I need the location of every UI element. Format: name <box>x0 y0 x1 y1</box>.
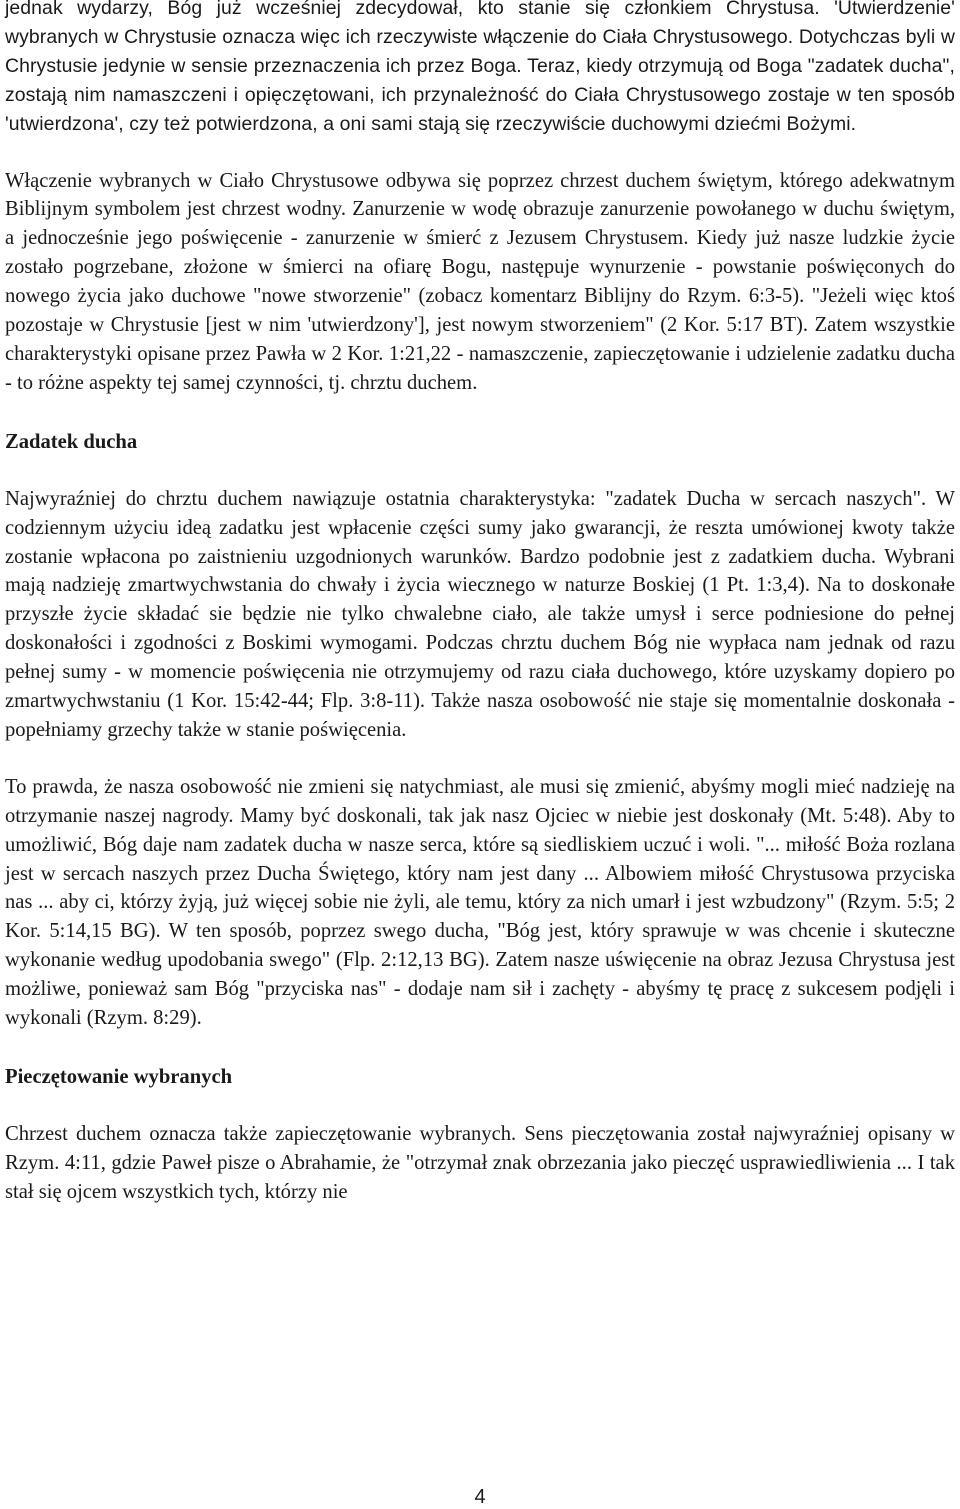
paragraph-baptism <box>5 167 955 398</box>
section-heading-pieczetowanie: Pieczętowanie wybranych <box>5 1066 233 1088</box>
document-page <box>5 0 955 1207</box>
paragraph-continuation <box>5 0 955 139</box>
paragraph-text-part2: Zanurzenie w wodę obrazuje zanurzenie powołanego w duchu świętym, a jednocześnie jego poświęcenie - zanurzenie w śmierć z Jezusem Chrystusem. Kiedy już nasze ludzkie życie zostało pogrzebane, złożone w śmierci na ofiarę Bogu, następuje wynurzenie - powstanie poświęconych do nowego życia jako duchowe "nowe stworzenie" (zobacz komentarz Biblijny do Rzym. 6:3-5). "Jeżeli więc ktoś pozostaje w Chrystusie [jest w nim 'utwierdzony'], jest nowym stworzeniem" (2 Kor. 5:17 BT). Zatem wszystkie charakterystyki opisane przez Pawła w 2 Kor. 1:21,22 - namaszczenie, zapieczętowanie i udzielenie zadatku ducha - to różne aspekty tej samej czynności, tj. chrztu duchem. <box>5 198 956 394</box>
paragraph-osobowosc: To prawda, że nasza osobowość nie zmieni się natychmiast, ale musi się zmienić, abyśmy mogli mieć nadzieję na otrzymanie naszej nagrody. Mamy być doskonali, tak jak nasz Ojciec w niebie jest doskonały (Mt. 5:48). Aby to umożliwić, Bóg daje nam zadatek ducha w nasze serca, które są siedliskiem uczuć i woli. "... miłość Boża rozlana jest w sercach naszych przez Ducha Świętego, który nam jest dany ... Albowiem miłość Chrystusowa przyciska nas ... aby ci, którzy żyją, już więcej sobie nie żyli, ale temu, który za nich umarł i jest wzbudzony" (Rzym. 5:5; 2 Kor. 5:14,15 BG). W ten sposób, poprzez swego ducha, "Bóg jest, który sprawuje w was chcenie i skuteczne wykonanie według upodobania swego" (Flp. 2:12,13 BG). Zatem nasze uświęcenie na obraz Jezusa Chrystusa jest możliwe, ponieważ sam Bóg "przyciska nas" - dodaje nam sił i zachęty - abyśmy tę pracę z sukcesem podjęli i wykonali (Rzym. 8:29). <box>5 775 955 1030</box>
paragraph-pieczetowanie: Chrzest duchem oznacza także zapieczętowanie wybranych. Sens pieczętowania został najwyraźniej opisany w Rzym. 4:11, gdzie Paweł pisze o Abrahamie, że "otrzymał znak obrzezania jako pieczęć usprawiedliwienia ... I tak stał się ojcem wszystkich tych, którzy nie <box>5 1122 955 1203</box>
paragraph-text-part1: Włączenie wybranych w Ciało Chrystusowe odbywa się poprzez chrzest duchem świętym, którego adekwatnym Biblijnym symbolem jest chrzest wodny. <box>5 169 955 221</box>
page-number: 4 <box>474 1486 486 1508</box>
paragraph-text-sans: jednak wydarzy, Bóg już wcześniej zdecydował, kto stanie się członkiem Chrystusa. 'Utwierdzenie' wybranych w Chrystusie oznacza więc ich rzeczywiste włączenie do Ciała Chrystusowego. Dotychczas byli w Chrystusie jedynie w sensie przeznaczenia ich przez Boga. Teraz, kiedy otrzymują od Boga "zadatek ducha", zostają nim namaszczeni i opięczętowani, ich przynależność do Ciała Chrystusowego zostaje w ten sposób 'utwierdzona', czy też potwierdzona, a oni sami stają się rzeczywiście duchowymi dziećmi Bożymi. <box>5 0 955 135</box>
paragraph-zadatek: Najwyraźniej do chrztu duchem nawiązuje ostatnia charakterystyka: "zadatek Ducha w sercach naszych". W codziennym użyciu ideą zadatku jest wpłacenie części sumy jako gwarancji, że reszta umówionej kwoty także zostanie wpłacona po zaistnieniu uzgodnionych warunków. Bardzo podobnie jest z zadatkiem ducha. Wybrani mają nadzieję zmartwychwstania do chwały i życia wiecznego w naturze Boskiej (1 Pt. 1:3,4). Na to doskonałe przyszłe życie składać sie będzie nie tylko chwalebne ciało, ale także umysł i serce podniesione do pełnej doskonałości i zgodności z Boskimi wymogami. Podczas chrztu duchem Bóg nie wypłaca nam jednak od razu pełnej sumy - w momencie poświęcenia nie otrzymujemy od razu ciała duchowego, które uzyskamy dopiero po zmartwychwstaniu (1 Kor. 15:42-44; Flp. 3:8-11). Także nasza osobowość nie staje się momentalnie doskonała - popełniamy grzechy także w stanie poświęcenia. <box>5 487 955 741</box>
section-heading-zadatek: Zadatek ducha <box>5 430 138 453</box>
